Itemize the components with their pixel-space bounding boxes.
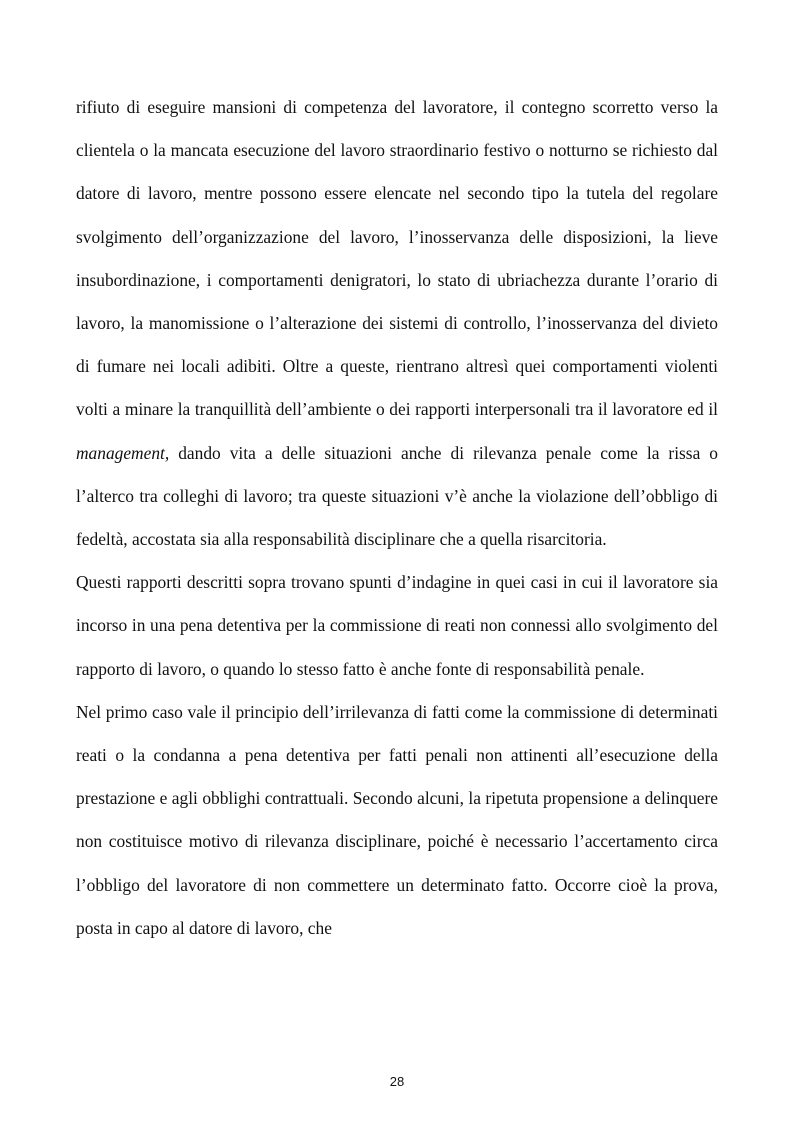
paragraph-3: Nel primo caso vale il principio dell’irrilevanza di fatti come la commissione di determinati reati o la condanna a pena detentiva per fatti penali non attinenti all’esecuzione della prestazione e agli obblighi contrattuali. Secondo alcuni, la ripetuta propensione a delinquere non costituisce motivo di rilevanza disciplinare, poiché è necessario l’accertamento circa l’obbligo del lavoratore di non commettere un determinato fatto. Occorre cioè la prova, posta in capo al datore di lavoro, che <box>76 701 718 938</box>
paragraph-1-text-b: dando vita a delle situazioni anche di rilevanza penale come la rissa o l’alterco tra colleghi di lavoro; tra queste situazioni v’è anche la violazione dell’obbligo di fedeltà, accostata sia alla responsabilità disciplinare che a quella risarcitoria. <box>76 442 718 550</box>
page-number: 28 <box>389 1074 405 1089</box>
paragraph-1-text-a: rifiuto di eseguire mansioni di competenza del lavoratore, il contegno scorretto verso la clientela o la mancata esecuzione del lavoro straordinario festivo o notturno se richiesto dal datore di lavoro, mentre possono essere elencate nel secondo tipo la tutela del regolare svolgimento dell’organizzazione del lavoro, l’inosservanza delle disposizioni, la lieve insubordinazione, i comportamenti denigratori, lo stato di ubriachezza durante l’orario di lavoro, la manomissione o l’alterazione dei sistemi di controllo, l’inosservanza del divieto di fumare nei locali adibiti. Oltre a queste, rientrano altresì quei comportamenti violenti volti a minare la tranquillità dell’ambiente o dei rapporti interpersonali tra il lavoratore ed il <box>76 97 718 420</box>
paragraph-2: Questi rapporti descritti sopra trovano spunti d’indagine in quei casi in cui il lavoratore sia incorso in una pena detentiva per la commissione di reati non connessi allo svolgimento del rapporto di lavoro, o quando lo stesso fatto è anche fonte di responsabilità penale. <box>76 572 718 679</box>
paragraph-1 <box>76 86 718 561</box>
body-text <box>76 86 718 950</box>
management-term: management, <box>76 442 170 463</box>
